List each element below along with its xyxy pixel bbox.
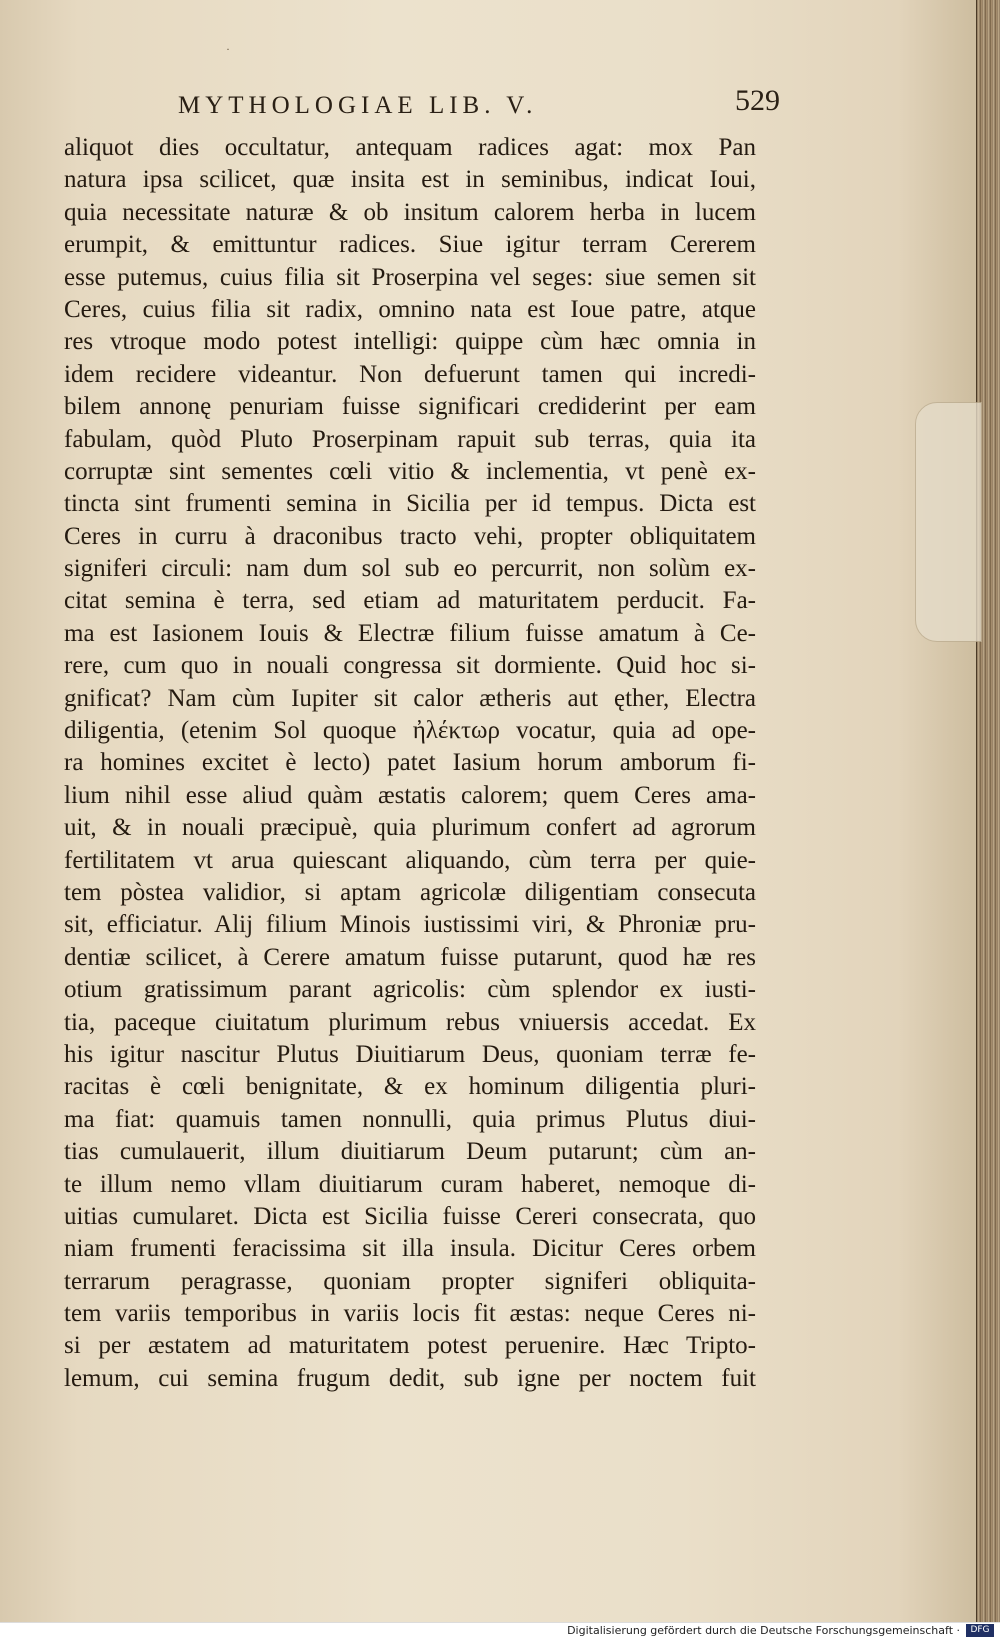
text-line: niam frumenti feracissima sit illa insula. Dicitur Ceres orbem [64,1235,756,1263]
text-line: esse putemus, cuius filia sit Proserpina vel seges: siue semen sit [64,263,756,291]
text-line: racitas è cœli benignitate, & ex hominum diligentia pluri- [64,1073,756,1101]
text-line: uit, & in nouali præcipuè, quia plurimum confert ad agrorum [64,814,756,842]
text-line: terrarum peragrasse, quoniam propter signiferi obliquita- [64,1267,756,1295]
text-line: sit, efficiatur. Alij filium Minois iustissimi viri, & Phroniæ pru- [64,911,756,939]
text-line: diligentia, (etenim Sol quoque ἠλέκτωρ vocatur, quia ad ope- [64,717,756,745]
funding-note: Digitalisierung gefördert durch die Deutsche Forschungsgemeinschaft · [567,1624,960,1637]
text-line: corruptæ sint sementes cœli vitio & inclementia, vt penè ex- [64,457,756,485]
text-line: res vtroque modo potest intelligi: quippe cùm hæc omnia in [64,328,756,356]
text-line: lium nihil esse aliud quàm æstatis calorem; quem Ceres ama- [64,781,756,809]
running-head: MYTHOLOGIAE LIB. V. [178,92,538,119]
text-line: ma est Iasionem Iouis & Electræ filium fuisse amatum à Ce- [64,619,756,647]
text-line: tia, paceque ciuitatum plurimum rebus vniuersis accedat. Ex [64,1008,756,1036]
text-line: otium gratissimum parant agricolis: cùm splendor ex iusti- [64,976,756,1004]
body-text [64,132,756,1395]
text-line: tem pòstea validior, si aptam agricolæ diligentiam consecuta [64,878,756,906]
ornament-mark: · [226,42,230,56]
text-line: te illum nemo vllam diuitiarum curam haberet, nemoque di- [64,1170,756,1198]
text-line: bilem annonę penuriam fuisse significari crediderint per eam [64,393,756,421]
page-clip [915,402,982,642]
text-line: aliquot dies occultatur, antequam radices agat: mox Pan [64,134,756,161]
text-line: Ceres in curru à draconibus tracto vehi, propter obliquitatem [64,522,756,550]
text-line: Ceres, cuius filia sit radix, omnino nata est Ioue patre, atque [64,295,756,323]
text-line: tem variis temporibus in variis locis fit æstas: neque Ceres ni- [64,1300,756,1328]
book-page-edges [976,0,1000,1622]
dfg-logo: DFG [966,1624,994,1637]
text-line: rere, cum quo in nouali congressa sit dormiente. Quid hoc si- [64,652,756,680]
text-line: tincta sint frumenti semina in Sicilia per id tempus. Dicta est [64,490,756,518]
text-line: lemum, cui semina frugum dedit, sub igne per noctem fuit [64,1364,756,1392]
text-line: idem recidere videantur. Non defuerunt tamen qui incredi- [64,360,756,388]
text-line: erumpit, & emittuntur radices. Siue igitur terram Cererem [64,231,756,259]
text-line: fertilitatem vt arua quiescant aliquando, cùm terra per quie- [64,846,756,874]
text-line: tias cumulauerit, illum diuitiarum Deum putarunt; cùm an- [64,1138,756,1166]
page-number: 529 [735,84,780,117]
text-line: fabulam, quòd Pluto Proserpinam rapuit sub terras, quia ita [64,425,756,453]
text-line: dentiæ scilicet, à Cerere amatum fuisse putarunt, quod hæ res [64,943,756,971]
text-line: citat semina è terra, sed etiam ad maturitatem perducit. Fa- [64,587,756,615]
text-line: ma fiat: quamuis tamen nonnulli, quia primus Plutus diui- [64,1105,756,1133]
text-line: his igitur nascitur Plutus Diuitiarum Deus, quoniam terræ fe- [64,1040,756,1068]
text-line: gnificat? Nam cùm Iupiter sit calor ætheris aut ęther, Electra [64,684,756,712]
text-line: uitias cumularet. Dicta est Sicilia fuisse Cereri consecrata, quo [64,1202,756,1230]
text-line: natura ipsa scilicet, quæ insita est in seminibus, indicat Ioui, [64,166,756,194]
text-line: quia necessitate naturæ & ob insitum calorem herba in lucem [64,198,756,226]
text-line: signiferi circuli: nam dum sol sub eo percurrit, non solùm ex- [64,555,756,583]
text-line: ra homines excitet è lecto) patet Iasium horum amborum fi- [64,749,756,777]
text-line: si per æstatem ad maturitatem potest peruenire. Hæc Tripto- [64,1332,756,1360]
